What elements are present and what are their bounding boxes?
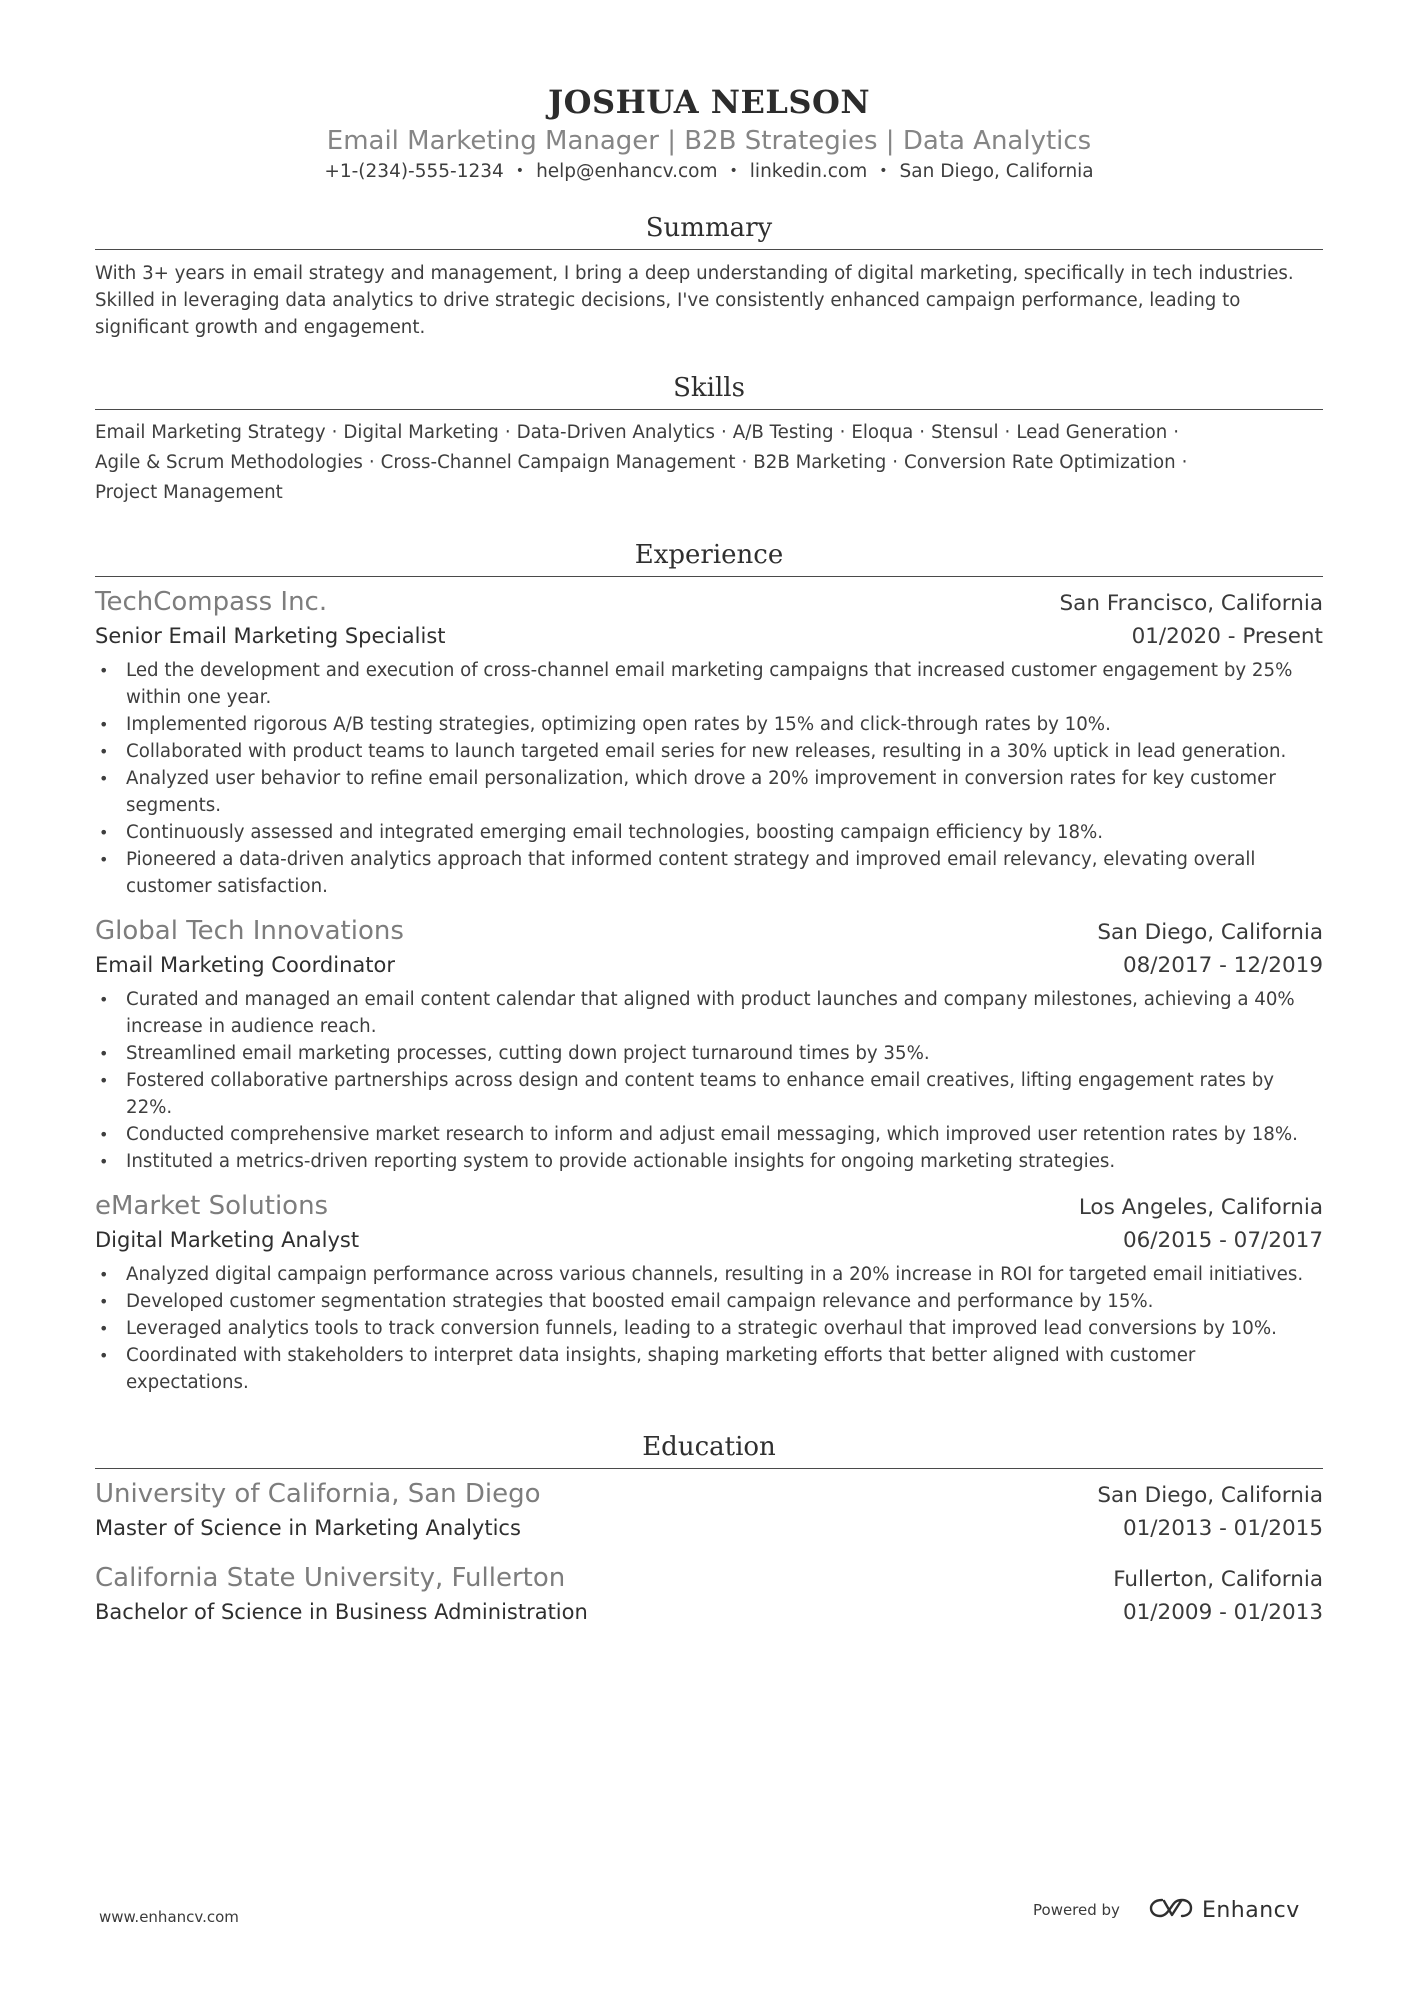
job-title: Digital Marketing Analyst <box>95 1228 360 1252</box>
company-name: Global Tech Innovations <box>95 916 404 946</box>
job-dates: 08/2017 - 12/2019 <box>1122 953 1323 978</box>
separator-dot: • <box>515 163 525 179</box>
education-dates: 01/2009 - 01/2013 <box>1122 1600 1323 1625</box>
job-dates: 06/2015 - 07/2017 <box>1122 1228 1323 1253</box>
skill-item: Data-Driven Analytics · <box>516 422 727 443</box>
separator-dot: • <box>729 163 738 179</box>
candidate-name: JOSHUA NELSON <box>547 83 871 121</box>
achievement-item: • Conducted comprehensive market research to inform and adjust email messaging, which improved user retention rates by 18%. <box>95 1121 1323 1148</box>
footer-powered-by <box>1033 1896 1300 1924</box>
achievement-item: • Coordinated with stakeholders to interpret data insights, shaping marketing efforts that better aligned with customer expectations. <box>95 1342 1323 1396</box>
achievement-item: • Analyzed user behavior to refine email personalization, which drove a 20% improvement in conversion rates for key customer segments. <box>95 765 1323 819</box>
candidate-headline: Email Marketing Manager | B2B Strategies | Data Analytics <box>326 126 1092 156</box>
section-title-experience: Experience <box>95 538 1323 577</box>
achievement-item: • Fostered collaborative partnerships across design and content teams to enhance email creatives, lifting engagement rates by 22%. <box>95 1067 1323 1121</box>
separator-dot: • <box>879 163 888 179</box>
achievement-item: • Implemented rigorous A/B testing strategies, optimizing open rates by 15% and click-through rates by 10%. <box>95 711 1323 738</box>
achievement-item: • Collaborated with product teams to launch targeted email series for new releases, resulting in a 30% uptick in lead generation. <box>95 738 1323 765</box>
skill-item: Conversion Rate Optimization · <box>904 452 1188 473</box>
education-entry <box>95 1561 1323 1629</box>
achievement-item: • Instituted a metrics-driven reporting system to provide actionable insights for ongoing marketing strategies. <box>95 1148 1323 1175</box>
company-name: TechCompass Inc. <box>95 587 328 617</box>
achievement-item: • Pioneered a data-driven analytics approach that informed content strategy and improved email relevancy, elevating overall customer satisfaction. <box>95 846 1323 900</box>
summary-section <box>95 211 1323 341</box>
job-location: San Diego, California <box>1097 920 1323 945</box>
company-name: eMarket Solutions <box>95 1191 329 1221</box>
resume-page <box>95 82 1323 1629</box>
achievement-item: • Analyzed digital campaign performance across various channels, resulting in a 20% increase in ROI for targeted email initiatives. <box>95 1261 1323 1288</box>
summary-text: With 3+ years in email strategy and management, I bring a deep understanding of digital marketing, specifically in tech industries. Skilled in leveraging data analytics to drive strategic decisions, I've consistently enhanced campaign performance, leading to significant growth and engagement. <box>95 263 1294 338</box>
section-title-skills: Skills <box>95 371 1323 410</box>
skill-item: Eloqua · <box>851 422 926 443</box>
contact-location: San Diego, California <box>899 161 1094 182</box>
footer-website[interactable]: www.enhancv.com <box>99 1908 239 1926</box>
school-name: California State University, Fullerton <box>95 1563 566 1593</box>
contact-phone: +1-(234)-555-1234 <box>324 161 504 182</box>
achievement-item: • Leveraged analytics tools to track conversion funnels, leading to a strategic overhaul that improved lead conversions by 10%. <box>95 1315 1323 1342</box>
education-dates: 01/2013 - 01/2015 <box>1122 1516 1323 1541</box>
job-location: San Francisco, California <box>1059 591 1323 616</box>
achievement-list <box>95 657 1323 900</box>
brand-name: Enhancv <box>1201 1897 1300 1923</box>
contact-line <box>95 158 1323 185</box>
degree-name: Bachelor of Science in Business Administration <box>95 1600 588 1624</box>
achievement-item: • Streamlined email marketing processes, cutting down project turnaround times by 35%. <box>95 1040 1323 1067</box>
enhancv-logo-icon <box>1148 1896 1194 1924</box>
section-title-summary: Summary <box>95 211 1323 250</box>
job-dates: 01/2020 - Present <box>1131 624 1323 649</box>
school-location: San Diego, California <box>1097 1483 1323 1508</box>
skills-section <box>95 371 1323 508</box>
achievement-item: • Developed customer segmentation strategies that boosted email campaign relevance and performance by 15%. <box>95 1288 1323 1315</box>
job-title: Senior Email Marketing Specialist <box>95 624 446 648</box>
skill-item: A/B Testing · <box>732 422 846 443</box>
school-name: University of California, San Diego <box>95 1479 541 1509</box>
skill-item: Email Marketing Strategy · <box>95 422 338 443</box>
skill-item: B2B Marketing · <box>753 452 899 473</box>
skill-item: Stensul · <box>931 422 1011 443</box>
job-title: Email Marketing Coordinator <box>95 953 395 977</box>
degree-name: Master of Science in Marketing Analytics <box>95 1516 521 1540</box>
skill-item: Cross-Channel Campaign Management · <box>380 452 748 473</box>
experience-entry <box>95 914 1323 1175</box>
experience-section <box>95 538 1323 1396</box>
skill-item: Digital Marketing · <box>343 422 511 443</box>
contact-email: help@enhancv.com <box>536 161 718 182</box>
skill-item: Agile & Scrum Methodologies · <box>95 452 375 473</box>
contact-linkedin: linkedin.com <box>749 161 868 182</box>
achievement-item: • Led the development and execution of cross-channel email marketing campaigns that increased customer engagement by 25% within one year. <box>95 657 1323 711</box>
skill-item: Project Management <box>95 482 283 503</box>
education-entry <box>95 1477 1323 1545</box>
achievement-item: • Continuously assessed and integrated emerging email technologies, boosting campaign efficiency by 18%. <box>95 819 1323 846</box>
experience-entry <box>95 585 1323 900</box>
achievement-list <box>95 986 1323 1175</box>
achievement-item: • Curated and managed an email content calendar that aligned with product launches and company milestones, achieving a 40% increase in audience reach. <box>95 986 1323 1040</box>
skill-item: Lead Generation · <box>1016 422 1180 443</box>
powered-by-label: Powered by <box>1033 1901 1120 1919</box>
school-location: Fullerton, California <box>1113 1567 1323 1592</box>
achievement-list <box>95 1261 1323 1396</box>
skills-list <box>95 418 1323 508</box>
section-title-education: Education <box>95 1430 1323 1469</box>
education-section <box>95 1430 1323 1629</box>
job-location: Los Angeles, California <box>1078 1195 1323 1220</box>
experience-entry <box>95 1189 1323 1396</box>
